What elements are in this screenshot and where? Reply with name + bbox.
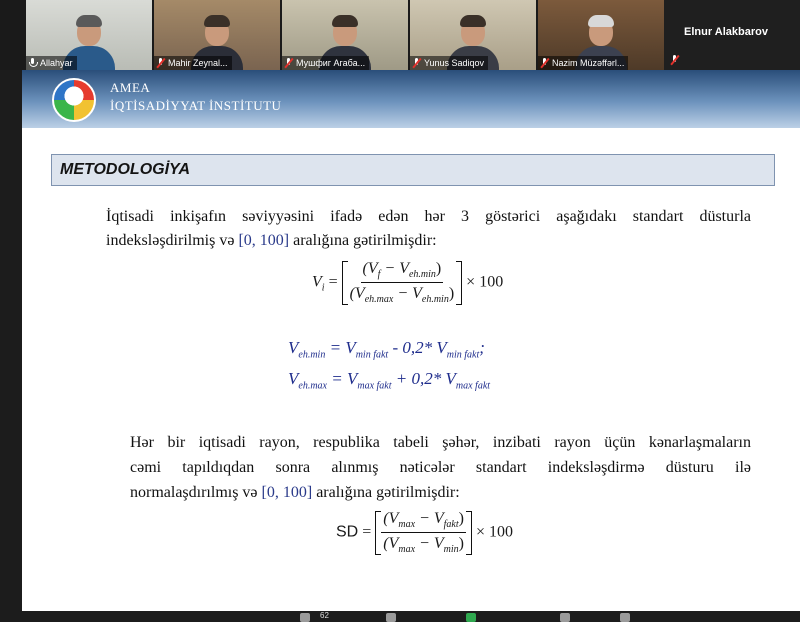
org-name-line2: İQTİSADİYYAT İNSTİTUTU xyxy=(110,98,282,113)
microphone-muted-icon xyxy=(284,58,293,68)
participants-icon[interactable] xyxy=(300,613,310,622)
paragraph-text: indeksləşdirilmiş və [0, 100] aralığına gətirilmişdir: xyxy=(106,232,437,249)
record-icon[interactable] xyxy=(560,613,570,622)
participant-name: Nazim Müzəffərl... xyxy=(552,58,625,68)
participant-tile[interactable] xyxy=(664,0,800,70)
microphone-muted-icon xyxy=(156,58,165,68)
participant-count: 62 xyxy=(320,611,329,620)
institute-logo xyxy=(52,78,96,122)
section-title: METODOLOGİYA xyxy=(60,161,191,178)
share-screen-icon[interactable] xyxy=(466,613,476,622)
participant-name: Allahyar xyxy=(40,58,73,68)
participant-tile[interactable] xyxy=(282,0,408,70)
formula-sd: SD = $\frac{(V_{max} - V_{fakt})}{(V_{max} - V_{min})}$ × 100 xyxy=(336,510,513,556)
participant-tile[interactable] xyxy=(538,0,664,70)
microphone-muted-icon xyxy=(412,58,421,68)
chat-icon[interactable] xyxy=(386,613,396,622)
meeting-toolbar xyxy=(0,611,800,622)
paragraph-text: Hər bir iqtisadi rayon, respublika tabeli şəhər, inzibati rayon üçün kənarlaşmaların xyxy=(130,434,751,451)
participant-name: Мушфиг Агаба... xyxy=(296,58,366,68)
paragraph-text: İqtisadi inkişafın səviyyəsini ifadə edən hər 3 göstərici aşağıdakı standart düsturla xyxy=(106,208,751,225)
participant-tile[interactable] xyxy=(26,0,152,70)
participant-tile[interactable] xyxy=(154,0,280,70)
formula-bounds: $V_{eh.min} = V_{min fakt} - 0,2*$ $V_{min fakt}$; $V_{eh.max} = V_{max fakt} + 0,2*$ $V_{max fakt}$ xyxy=(288,338,491,392)
org-name-line1: AMEA xyxy=(110,80,151,95)
shared-slide xyxy=(22,70,800,611)
microphone-muted-icon xyxy=(540,58,549,68)
participant-name: Yunus Sadiqov xyxy=(424,58,485,68)
interval-text: [0, 100] xyxy=(261,484,313,501)
slide-header xyxy=(22,70,800,128)
participant-name: Mahir Zeynal... xyxy=(168,58,228,68)
paragraph-text: cəmi tapıldıqdan sonra alınmış nəticələr standart indeksləşdirmə düsturu ilə xyxy=(130,459,751,476)
reactions-icon[interactable] xyxy=(620,613,630,622)
participant-name: Elnur Alakbarov xyxy=(684,26,768,38)
video-strip xyxy=(0,0,800,70)
formula-vi: $V_i$ = $\frac{(V_f - V_{eh.min})}{(V_{eh.max} - V_{eh.min})}$ × 100 xyxy=(312,260,504,306)
section-header xyxy=(51,154,775,186)
microphone-muted-icon xyxy=(670,55,679,65)
participant-tile[interactable] xyxy=(410,0,536,70)
interval-text: [0, 100] xyxy=(238,232,290,249)
paragraph-text: normalaşdırılmış və [0, 100] aralığına gətirilmişdir: xyxy=(130,484,460,501)
microphone-icon xyxy=(28,58,37,68)
